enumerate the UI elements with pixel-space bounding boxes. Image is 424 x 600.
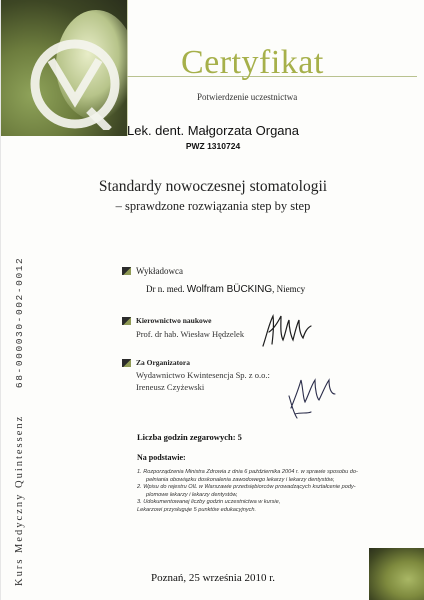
course-title: Standardy nowoczesnej stomatologii xyxy=(98,178,328,195)
bullet-icon xyxy=(122,267,131,275)
organizer-company: Wydawnictwo Kwintesencja Sp. z o.o.: xyxy=(136,370,270,380)
certificate-title: Certyfikat xyxy=(181,44,324,81)
scientific-lead-heading: Kierownictwo naukowe xyxy=(136,316,212,325)
legal-basis-heading: Na podstawie: xyxy=(137,453,186,462)
signature-czyzewski xyxy=(285,368,345,420)
lecturer-line xyxy=(146,284,305,295)
course-code: 68-000030-002-0012 xyxy=(14,256,25,389)
side-vertical-text xyxy=(14,146,25,586)
lecturer-name: Wolfram BÜCKING xyxy=(186,284,273,295)
scientific-lead-person: Prof. dr hab. Wiesław Hędzelek xyxy=(136,329,245,339)
hours-count: Liczba godzin zegarowych: 5 xyxy=(137,432,242,442)
lecturer-country: , Niemcy xyxy=(272,284,306,294)
signature-hedzelek xyxy=(259,310,315,350)
legal-basis-item: 3. Udokumentowanej liczby godzin uczestnictwa w kursie, xyxy=(137,499,281,506)
footer-photo xyxy=(369,548,424,600)
place-and-date: Poznań, 25 września 2010 r. xyxy=(150,572,276,584)
quintessenz-logo-icon xyxy=(29,38,121,130)
legal-basis-item-continued: plomowe lekarzy i lekarzy dentystów, xyxy=(146,491,238,498)
header-divider-vertical xyxy=(127,0,128,136)
lecturer-heading: Wykładowca xyxy=(136,266,183,276)
recipient-pwz: PWZ 1310724 xyxy=(185,141,241,151)
organizer-person: Ireneusz Czyżewski xyxy=(136,382,205,392)
bullet-icon xyxy=(122,359,131,367)
legal-basis-item-continued: pełniania obowiązku doskonalenia zawodowego lekarzy i lekarzy dentystów, xyxy=(146,476,335,483)
bullet-icon xyxy=(122,317,131,325)
certificate-subtitle: Potwierdzenie uczestnictwa xyxy=(197,92,298,102)
legal-basis-item: 1. Rozporządzenia Ministra Zdrowia z dnia 6 października 2004 r. w sprawie sposobu do- xyxy=(137,469,358,475)
recipient-name: Lek. dent. Małgorzata Organa xyxy=(127,123,299,138)
course-subtitle: – sprawdzone rozwiązania step by step xyxy=(115,199,311,213)
lecturer-prefix: Dr n. med. xyxy=(146,284,185,294)
publisher-name: Kurs Medyczny Quintessenz xyxy=(14,414,25,586)
organizer-heading: Za Organizatora xyxy=(136,358,190,367)
legal-basis-item: 2. Wpisu do rejestru OIL w Warszawie przedsiębiorców prowadzących kształcenie pody- xyxy=(137,484,356,491)
legal-basis-list xyxy=(137,469,412,515)
legal-basis-item-continued: Lekarzowi przysługuje 5 punktów edukacyjnych. xyxy=(137,506,257,513)
